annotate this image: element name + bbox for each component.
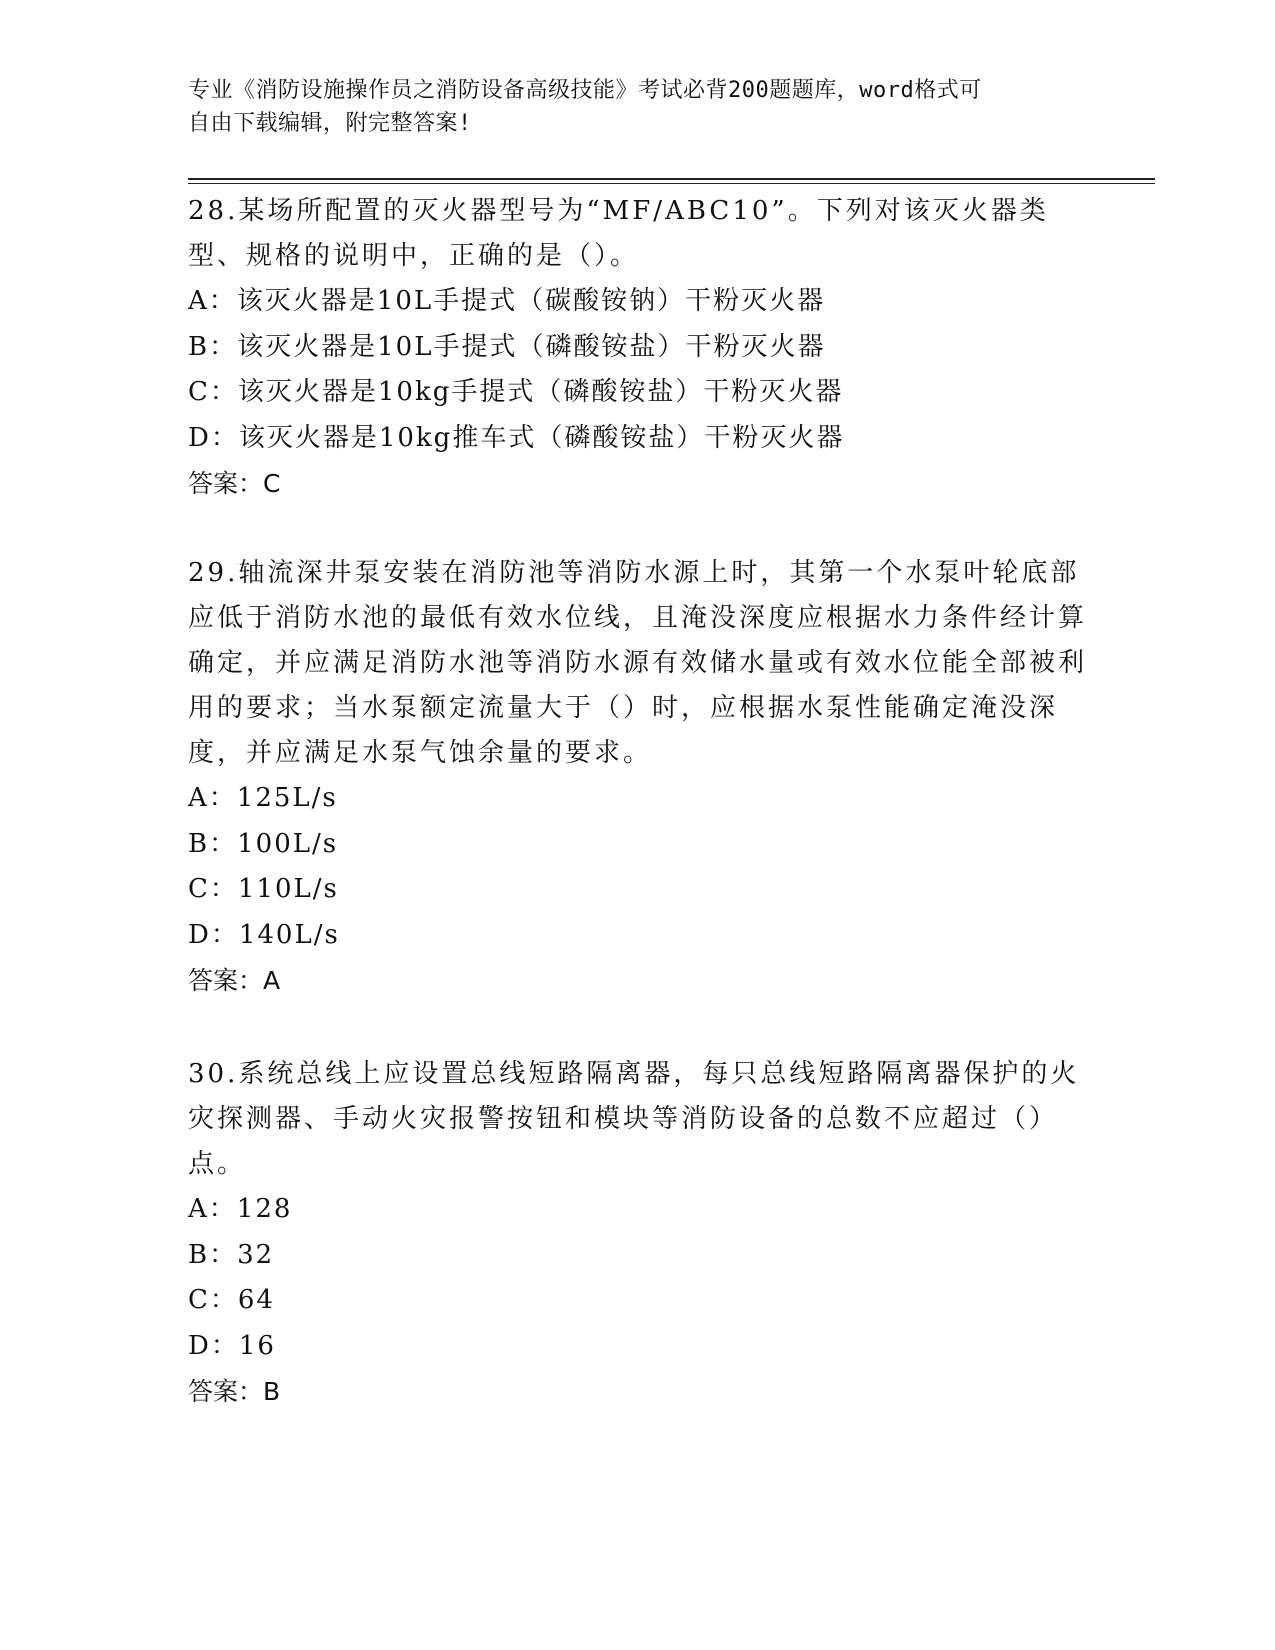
option-b: B：32: [188, 1239, 275, 1270]
option-a: A：125L/s: [188, 783, 338, 813]
option-a: A：该灭火器是10L手提式（碳酸铵钠）干粉灭火器: [188, 286, 826, 316]
answer: 答案：B: [188, 1377, 281, 1406]
header-line-1: 专业《消防设施操作员之消防设备高级技能》考试必背200题题库，word格式可: [188, 78, 982, 103]
header-divider-thick: [188, 178, 1155, 180]
answer: 答案：A: [188, 966, 281, 995]
question-text: 30.系统总线上应设置总线短路隔离器，每只总线短路隔离器保护的火灾探测器、手动火灾报警按钮和模块等消防设备的总数不应超过（）点。: [188, 1059, 1080, 1179]
option-c: C：110L/s: [188, 874, 339, 904]
option-d: D：该灭火器是10kg推车式（磷酸铵盐）干粉灭火器: [188, 422, 845, 453]
question-text: 28.某场所配置的灭火器型号为“MF/ABC10”。下列对该灭火器类型、规格的说明中，正确的是（）。: [188, 196, 1049, 271]
option-b: B：该灭火器是10L手提式（磷酸铵盐）干粉灭火器: [188, 331, 826, 362]
document-header: [188, 74, 1068, 140]
answer: 答案：C: [188, 469, 281, 498]
question-29: [188, 551, 1088, 1004]
option-d: D：16: [188, 1330, 276, 1361]
option-b: B：100L/s: [188, 828, 339, 859]
option-c: C：该灭火器是10kg手提式（磷酸铵盐）干粉灭火器: [188, 377, 844, 407]
question-30: [188, 1052, 1088, 1415]
option-a: A：128: [188, 1194, 293, 1224]
option-d: D：140L/s: [188, 919, 340, 950]
question-28: [188, 189, 1088, 507]
question-text: 29.轴流深井泵安装在消防池等消防水源上时，其第一个水泵叶轮底部应低于消防水池的最低有效水位线，且淹没深度应根据水力条件经计算确定，并应满足消防水池等消防水源有效储水量或有效水位能全部被利用的要求；当水泵额定流量大于（）时，应根据水泵性能确定淹没深度，并应满足水泵气蚀余量的要求。: [188, 558, 1088, 768]
header-divider-thin: [188, 183, 1155, 184]
option-c: C：64: [188, 1285, 275, 1315]
header-line-2: 自由下载编辑，附完整答案!: [188, 111, 472, 136]
